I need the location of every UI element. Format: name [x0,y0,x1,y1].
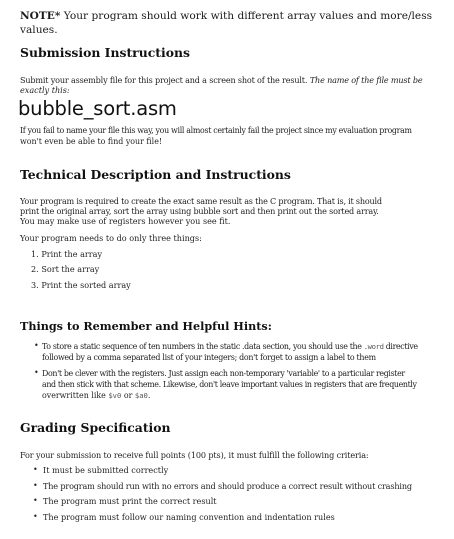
step-text: Sort the array [41,264,100,274]
note-line-1 [20,9,432,23]
hint-2-line-2: and then stick with that scheme. Likewise, don't leave important values in registers that are frequently [42,380,417,389]
bullet-icon: • [33,512,38,521]
technical-heading: Technical Description and Instructions [20,167,291,182]
hint-1-text-a: To store a static sequence of ten numbers in the static .data section, you should use the [42,342,362,351]
hint-1-code: .word [363,342,384,351]
criteria-item: The program should run with no errors and should produce a correct result without crashing [43,481,412,491]
submission-line-2: exactly this: [20,85,70,95]
technical-para-2: print the original array, sort the array using bubble sort and then print out the sorted array. [20,206,379,216]
hint-2-code-1: $v0 [108,391,122,400]
step-number: 3. [31,280,39,290]
step-text: Print the array [41,249,103,259]
step-text: Print the sorted array [41,280,131,290]
submission-line-1-normal: Submit your assembly file for this project and a screen shot of the result. [20,75,308,85]
bullet-icon: • [33,496,38,505]
submission-warning-2: won't even be able to find your file! [20,137,163,146]
grading-intro: For your submission to receive full points (100 pts), it must fulfill the following criteria: [20,450,369,460]
step-item [31,249,102,260]
hint-2-or: or [123,391,133,400]
criteria-item: The program must follow our naming convention and indentation rules [43,512,335,522]
hint-1-text-b: directive [385,342,418,351]
note-line-2: values. [20,24,58,36]
step-number: 1. [31,249,39,259]
hint-1-line-2: followed by a comma separated list of your integers; don't forget to assign a label to them [42,353,376,362]
bullet-icon: • [34,368,39,377]
step-item [31,280,131,291]
bullet-icon: • [34,341,39,350]
hints-heading: Things to Remember and Helpful Hints: [20,319,272,333]
bullet-icon: • [33,465,38,474]
submission-line-1 [20,75,422,86]
submission-warning-1: If you fail to name your file this way, you will almost certainly fail the project since my evaluation program [20,126,412,135]
technical-para-1: Your program is required to create the exact same result as the C program. That is, it should [20,196,382,206]
step-item [31,264,99,275]
grading-heading: Grading Specification [20,420,171,435]
hint-2-line-3 [42,390,150,401]
note-label: NOTE* [20,10,61,22]
hint-2-end: . [147,391,151,400]
hint-2-code-2: $a0 [134,391,148,400]
submission-heading: Submission Instructions [20,45,190,60]
criteria-item: The program must print the correct result [43,496,217,506]
technical-intro: Your program needs to do only three things: [20,233,202,243]
step-number: 2. [31,264,39,274]
hint-1-line-1 [42,341,418,352]
technical-para-3: You may make use of registers however you see fit. [20,216,231,226]
bullet-icon: • [33,481,38,490]
criteria-item: It must be submitted correctly [43,465,169,475]
note-text-1: Your program should work with different array values and more/less [60,10,433,22]
hint-2-line-1: Don't be clever with the registers. Just assign each non-temporary 'variable' to a particular register [42,369,405,378]
filename-display: bubble_sort.asm [18,97,177,120]
hint-2-text-a: overwritten like [42,391,106,400]
submission-line-1-italic: The name of the file must be [309,75,423,85]
